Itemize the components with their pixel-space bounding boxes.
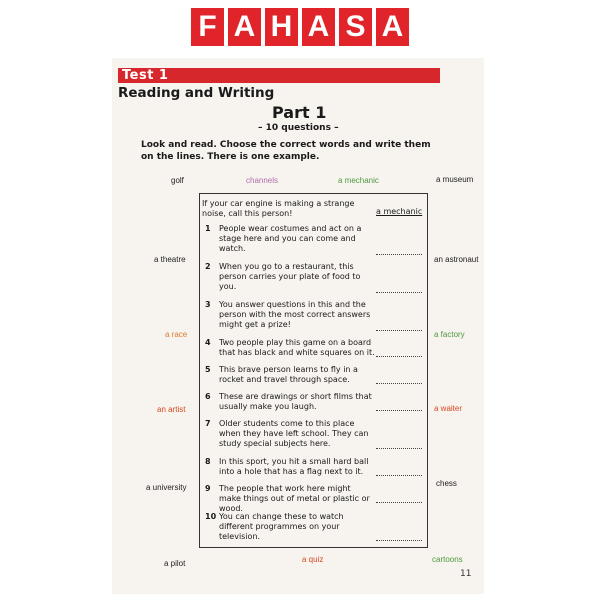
answer-line[interactable]: [376, 502, 422, 503]
word-bank-item: a quiz: [302, 555, 324, 564]
question-number: 10: [205, 512, 217, 521]
word-bank-item: a university: [146, 483, 187, 492]
word-bank-item: a museum: [436, 175, 474, 184]
answer-line[interactable]: [376, 410, 422, 411]
question-text: When you go to a restaurant, this person carries your plate of food to you.: [219, 262, 361, 291]
word-bank-item: a factory: [434, 330, 465, 339]
answer-line[interactable]: [376, 383, 422, 384]
question-number: 4: [205, 338, 211, 347]
word-bank-item: channels: [246, 176, 279, 185]
question-number: 7: [205, 419, 211, 428]
answer-line[interactable]: [376, 330, 422, 331]
question-text: You answer questions in this and the person with the most correct answers might get a prize!: [219, 300, 371, 329]
answer-line[interactable]: [376, 448, 422, 449]
word-bank-item: a pilot: [164, 559, 186, 568]
instructions: Look and read. Choose the correct words and write them on the lines. There is one example.: [141, 140, 431, 162]
question-text: The people that work here might make things out of metal or plastic or wood.: [219, 484, 370, 513]
word-bank-item: a mechanic: [338, 176, 379, 185]
question-count: – 10 questions –: [258, 123, 339, 133]
word-bank-item: a theatre: [154, 255, 186, 264]
word-bank-item: a race: [165, 330, 188, 339]
answer-line[interactable]: [376, 292, 422, 293]
logo-letter: A: [228, 8, 261, 46]
word-bank-item: golf: [171, 176, 184, 185]
logo-letter: H: [265, 8, 298, 46]
question-text: These are drawings or short films that usually make you laugh.: [219, 392, 372, 411]
question-text: This brave person learns to fly in a rocket and travel through space.: [219, 365, 358, 384]
question-number: 2: [205, 262, 211, 271]
question-text: People wear costumes and act on a stage here and you can come and watch.: [219, 224, 362, 253]
logo-letter: A: [302, 8, 335, 46]
question-text: Older students come to this place when they have left school. They can study special subjects here.: [219, 419, 369, 448]
page-number: 11: [460, 569, 472, 579]
answer-line[interactable]: [376, 254, 422, 255]
question-number: 6: [205, 392, 211, 401]
question-number: 8: [205, 457, 211, 466]
word-bank-item: a waiter: [434, 404, 463, 413]
word-bank-item: an astronaut: [434, 255, 479, 264]
logo-letter: S: [339, 8, 372, 46]
logo-letter: A: [376, 8, 409, 46]
example-answer: a mechanic: [376, 207, 423, 216]
example-text: If your car engine is making a strange noise, call this person!: [202, 199, 355, 218]
question-number: 5: [205, 365, 211, 374]
question-number: 3: [205, 300, 211, 309]
fahasa-logo: [191, 8, 409, 46]
question-number: 9: [205, 484, 211, 493]
question-text: You can change these to watch different programmes on your television.: [219, 512, 344, 541]
word-bank-item: an artist: [157, 405, 186, 414]
answer-line[interactable]: [376, 475, 422, 476]
word-bank-item: cartoons: [432, 555, 463, 564]
part-title: Part 1: [272, 103, 327, 122]
question-text: Two people play this game on a board that has black and white squares on it.: [219, 338, 375, 357]
answer-line[interactable]: [376, 540, 422, 541]
section-title: Reading and Writing: [118, 85, 275, 101]
question-text: In this sport, you hit a small hard ball into a hole that has a flag next to it.: [219, 457, 369, 476]
word-bank-item: chess: [436, 479, 457, 488]
logo-letter: F: [191, 8, 224, 46]
test-label: Test 1: [122, 68, 169, 83]
question-number: 1: [205, 224, 211, 233]
answer-line[interactable]: [376, 356, 422, 357]
